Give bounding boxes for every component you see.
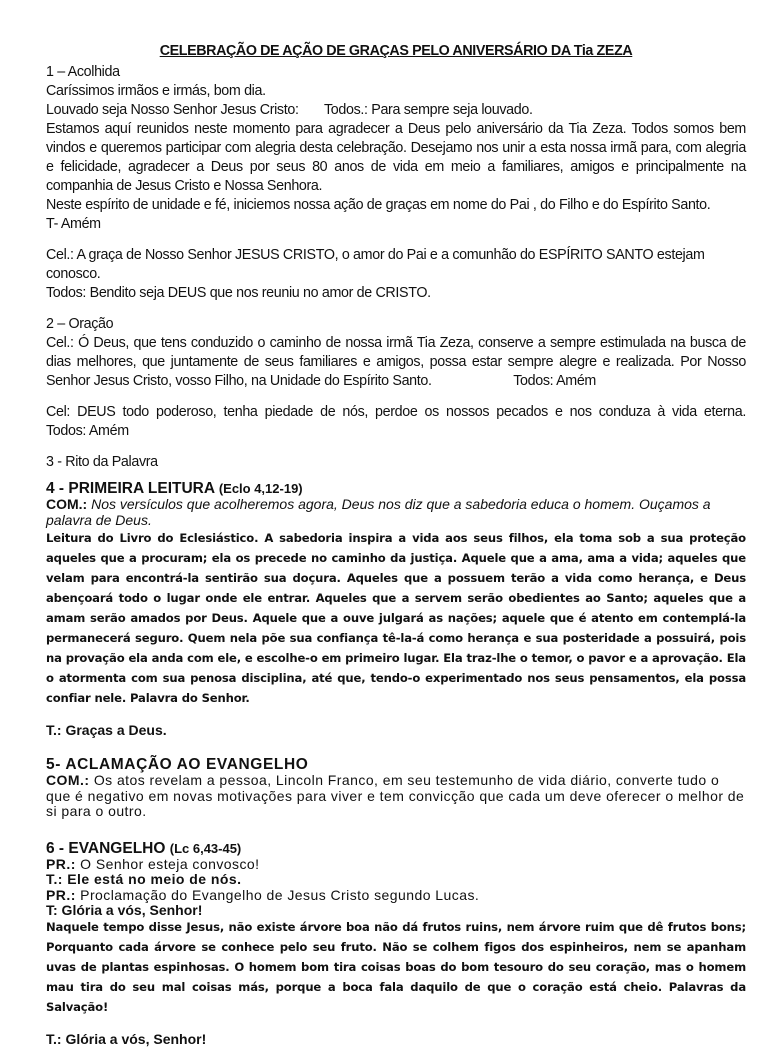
- primeira-leitura-commentary: COM.: Nos versículos que acolheremos agora, Deus nos diz que a sabedoria educa o homem. Ouçamos a palavra de Deus.: [46, 496, 711, 528]
- document-page: [46, 42, 746, 1047]
- evangelho-t-2: T: Glória a vós, Senhor!: [46, 902, 203, 918]
- evangelho-t-1: T.: Ele está no meio de nós.: [46, 871, 242, 887]
- evangelho-pr-2: PR.: Proclamação do Evangelho de Jesus Cristo segundo Lucas.: [46, 886, 480, 903]
- evangelho-response: T.: Glória a vós, Senhor!: [46, 1030, 207, 1047]
- oracao-prayer: Cel.: Ó Deus, que tens conduzido o caminho de nossa irmã Tia Zeza, conserve a sempre estimulada na busca de dias melhores, que juntamente de seus familiares e amigos, possa estar sempre alegre e realizada. Por Nosso Senhor Jesus Cristo, vosso Filho, na Unidade do Espírito Santo. Todos: Amém: [46, 335, 746, 389]
- louvado-todos: Todos.: Para sempre seja louvado.: [324, 102, 533, 118]
- section-oracao: [46, 315, 746, 472]
- acolhida-paragraph: Estamos aquí reunidos neste momento para agradecer a Deus pelo aniversário da Tia Zeza. Todos somos bem vindos e queremos participar com alegria desta celebração. Desejamo nos unir a esta nossa irmã para, com alegria e felicidade, agradecer a Deus por seus 80 anos de vida em meio a familiares, amigos e principalmente na companhia de Jesus Cristo e Nossa Senhora.: [46, 121, 746, 194]
- oracao-todos-2: Todos: Amém: [46, 423, 129, 439]
- acolhida-louvado-line: [46, 101, 746, 120]
- acolhida-invocation: Neste espírito de unidade e fé, iniciemos nossa ação de graças em nome do Pai , do Filho e do Espírito Santo.: [46, 197, 711, 213]
- acolhida-amen: T- Amém: [46, 216, 101, 232]
- louvado-celebrant: Louvado seja Nosso Senhor Jesus Cristo:: [46, 102, 299, 118]
- acolhida-heading: 1 – Acolhida: [46, 64, 120, 80]
- evangelho-pr-1: PR.: O Senhor esteja convosco!: [46, 855, 260, 872]
- oracao-todos: Todos: Amém: [513, 373, 596, 389]
- primeira-leitura-heading: 4 - PRIMEIRA LEITURA (Eclo 4,12-19): [46, 480, 303, 497]
- evangelho-heading: 6 - EVANGELHO (Lc 6,43-45): [46, 839, 242, 857]
- acolhida-greeting: Caríssimos irmãos e irmás, bom dia.: [46, 83, 266, 99]
- document-title: CELEBRAÇÃO DE AÇÃO DE GRAÇAS PELO ANIVERSÁRIO DA Tia ZEZA: [159, 43, 633, 59]
- evangelho-ref: (Lc 6,43-45): [169, 840, 242, 856]
- primeira-leitura-ref: (Eclo 4,12-19): [218, 481, 303, 496]
- aclamacao-heading: 5- ACLAMAÇÃO AO EVANGELHO: [46, 756, 309, 773]
- section-acolhida: [46, 63, 746, 303]
- primeira-leitura-text: Leitura do Livro do Eclesiástico. A sabedoria inspira a vida aos seus filhos, ela toma sob a sua proteção aqueles que a procuram; ela os precede no caminho da justiça. Aquele que a ama, ama a vida; aqueles que velam para encontrá-la sentirão sua doçura. Aqueles que a possuem terão a vida como herança, e Deus abençoará todo o lugar onde ele entrar. Aqueles que a servem serão obedientes ao Santo; aqueles que a amam serão amados por Deus. Aquele que a ouve julgará as nações; aquele que é atento em contemplá-la permanecerá seguro. Quem nela põe sua confiança tê-la-á como herança e sua posteridade a possuirá, pois na provação ela anda com ele, e escolhe-o em primeiro lugar. Ela traz-lhe o temor, o pavor e a aprovação. Ela o atormenta com sua penosa disciplina, até que, tendo-o experimentado nos seus pensamentos, ela possa confiar nele. Palavra do Senhor.: [46, 531, 746, 705]
- aclamacao-commentary: COM.: Os atos revelam a pessoa, Lincoln Franco, em seu testemunho de vida diário, converte tudo o que é negativo em novas motivações para viver e tem convicção que cada um deve oferecer o melhor de si para o outro.: [46, 772, 745, 819]
- rito-palavra-heading: 3 - Rito da Palavra: [46, 454, 158, 470]
- primeira-leitura-response: T.: Graças a Deus.: [46, 722, 167, 738]
- oracao-heading: 2 – Oração: [46, 316, 114, 332]
- acolhida-celebrant-greeting: Cel.: A graça de Nosso Senhor JESUS CRISTO, o amor do Pai e a comunhão do ESPÍRITO SANTO estejam conosco.: [46, 247, 705, 282]
- acolhida-todos-response: Todos: Bendito seja DEUS que nos reuniu no amor de CRISTO.: [46, 285, 431, 301]
- evangelho-text: Naquele tempo disse Jesus, não existe árvore boa não dá frutos ruins, nem árvore ruim que dê frutos bons; Porquanto cada árvore se conhece pelo seu fruto. Não se colhem figos dos espinheiros, nem se apanham uvas de plantas espinhosas. O homem bom tira coisas boas do bom tesouro do seu coração, mas o homem mau tira do seu mal coisas más, porque a boca fala daquilo de que o coração está cheio. Palavras da Salvação!: [46, 919, 746, 1014]
- oracao-penitential: Cel: DEUS todo poderoso, tenha piedade de nós, perdoe os nossos pecados e nos conduza à vida eterna.: [46, 404, 746, 420]
